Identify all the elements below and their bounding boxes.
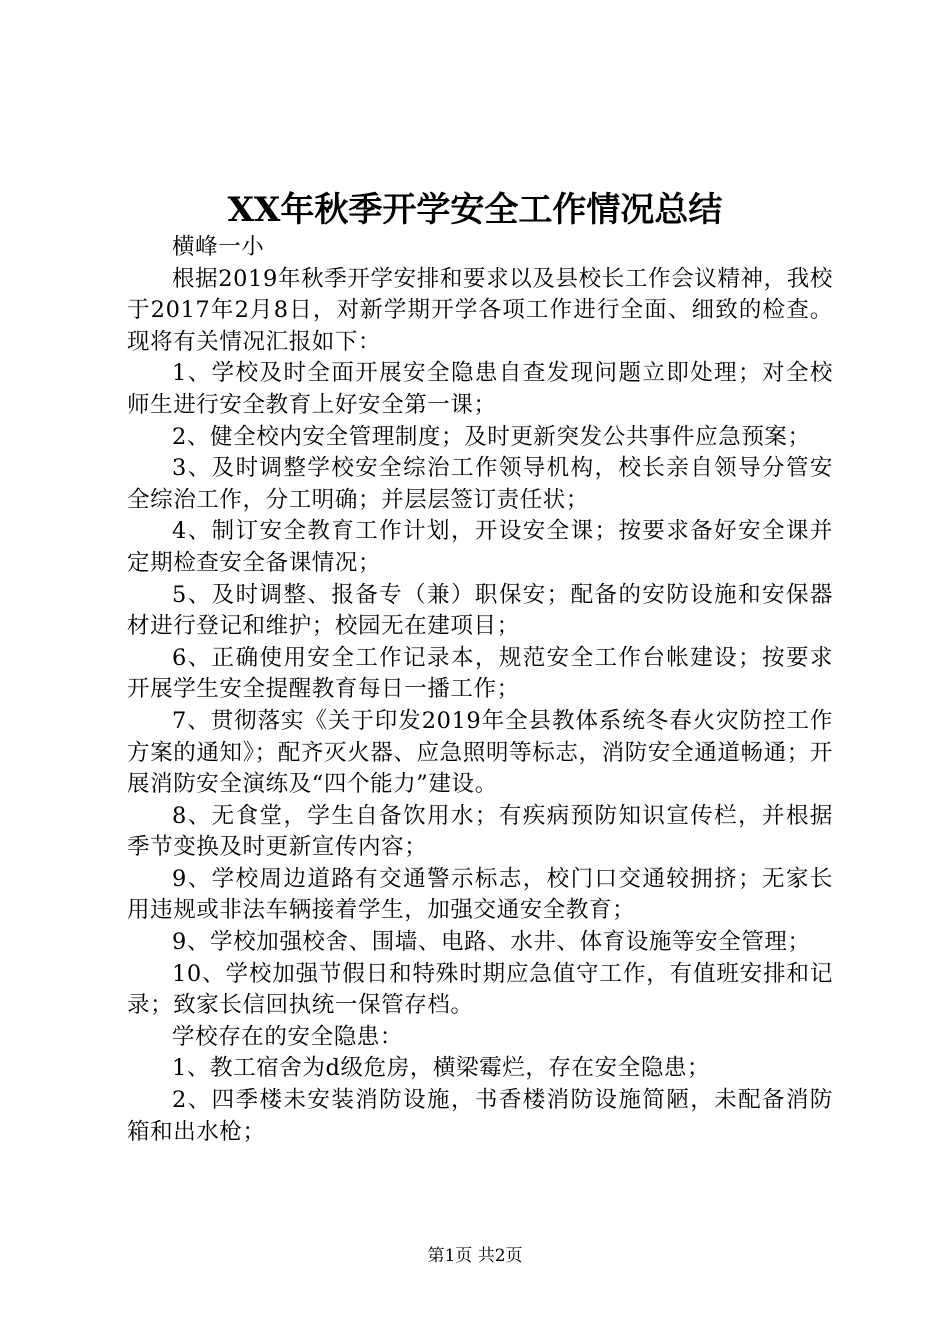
paragraph: 3、及时调整学校安全综治工作领导机构，校长亲自领导分管安全综治工作，分工明确；并层层签订责任状； (127, 455, 833, 513)
page-footer: 第1页 共2页 (427, 1246, 523, 1266)
document-body (127, 232, 833, 1148)
paragraph: 10、学校加强节假日和特殊时期应急值守工作，有值班安排和记录；致家长信回执统一保管存档。 (127, 960, 833, 1019)
paragraph: 8、无食堂，学生自备饮用水；有疾病预防知识宣传栏，并根据季节变换及时更新宣传内容； (127, 802, 833, 861)
paragraph: 4、制订安全教育工作计划，开设安全课；按要求备好安全课并定期检查安全备课情况； (127, 518, 833, 576)
author-line: 横峰一小 (172, 234, 265, 260)
paragraph: 9、学校加强校舍、围墙、电路、水井、体育设施等安全管理； (172, 929, 811, 956)
paragraph: 1、学校及时全面开展安全隐患自查发现问题立即处理；对全校师生进行安全教育上好安全第一课； (127, 360, 833, 418)
paragraph: 6、正确使用安全工作记录本，规范安全工作台帐建设；按要求开展学生安全提醒教育每日一播工作； (127, 644, 833, 703)
paragraph: 5、及时调整、报备专（兼）职保安；配备的安防设施和安保器材进行登记和维护；校园无在建项目； (127, 581, 833, 640)
paragraph: 根据2019年秋季开学安排和要求以及县校长工作会议精神，我校于2017年2月8日，对新学期开学各项工作进行全面、细致的检查。现将有关情况汇报如下： (127, 265, 833, 355)
section-heading: 学校存在的安全隐患： (172, 1023, 404, 1050)
paragraph: 2、健全校内安全管理制度；及时更新突发公共事件应急预案； (172, 423, 811, 450)
paragraph: 9、学校周边道路有交通警示标志，校门口交通较拥挤；无家长用违规或非法车辆接着学生，加强交通安全教育； (127, 865, 833, 924)
document-title: XX年秋季开学安全工作情况总结 (227, 190, 723, 230)
paragraph: 2、四季楼未安装消防设施，书香楼消防设施简陋，未配备消防箱和出水枪； (127, 1087, 833, 1145)
paragraph: 7、贯彻落实《关于印发2019年全县教体系统冬春火灾防控工作方案的通知》；配齐灭火器、应急照明等标志，消防安全通道畅通；开展消防安全演练及“四个能力”建设。 (127, 707, 833, 798)
paragraph: 1、教工宿舍为d级危房，横梁霉烂，存在安全隐患； (172, 1055, 711, 1082)
